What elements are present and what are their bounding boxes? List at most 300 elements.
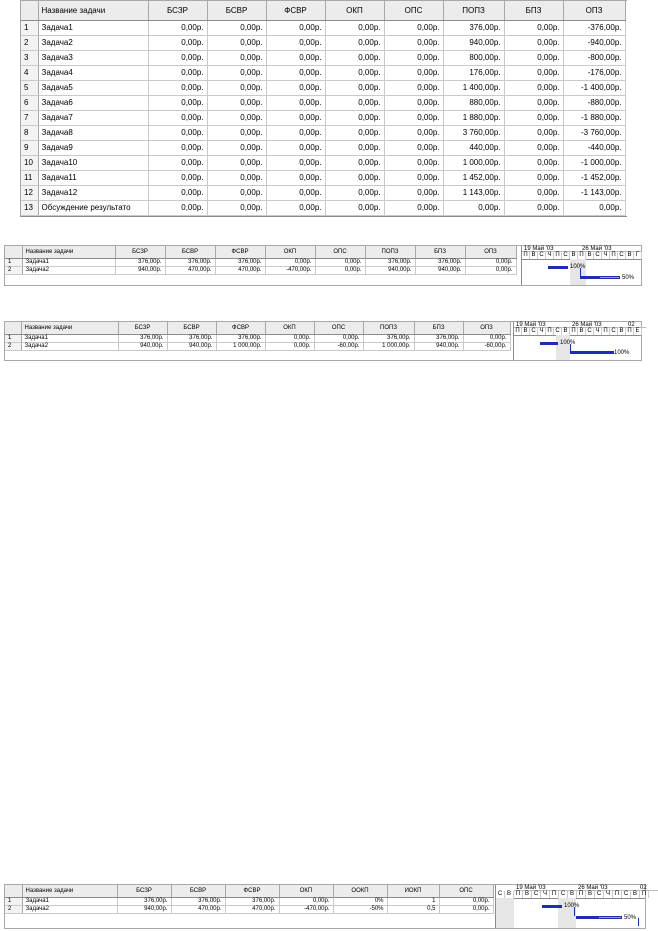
value-cell[interactable]: 0,00р. (266, 35, 325, 50)
value-cell[interactable]: -1 452,00р. (563, 170, 625, 185)
value-cell[interactable]: 0,00р. (265, 342, 314, 350)
value-cell[interactable]: 376,00р. (415, 258, 465, 266)
column-header-ookp[interactable]: ООКП (333, 885, 387, 897)
value-cell[interactable]: -470,00р. (279, 905, 333, 913)
column-header-opz[interactable]: ОПЗ (563, 1, 625, 20)
table-row[interactable] (21, 80, 625, 95)
value-cell[interactable]: 0,00р. (384, 170, 443, 185)
timescale-day: В (631, 891, 640, 898)
value-cell[interactable]: 0,00р. (463, 334, 510, 342)
column-header-bszr[interactable]: БСЗР (148, 1, 207, 20)
table-row[interactable] (21, 65, 625, 80)
value-cell[interactable]: 0,00р. (325, 170, 384, 185)
timescale-day: Г (634, 252, 642, 259)
task-name-cell[interactable]: Задача2 (22, 905, 117, 913)
value-cell[interactable]: 376,00р. (215, 258, 265, 266)
timescale-day: Ч (602, 252, 610, 259)
task-name-cell[interactable]: Задача11 (38, 170, 148, 185)
value-cell[interactable]: 470,00р. (215, 266, 265, 274)
value-cell[interactable]: 0,00р. (384, 20, 443, 35)
task-progress-label-1: 100% (564, 903, 580, 909)
value-cell[interactable]: 0,00р. (266, 95, 325, 110)
task-name-cell[interactable]: Задача2 (38, 35, 148, 50)
value-cell[interactable]: 0,00р. (384, 35, 443, 50)
column-header-popz[interactable]: ПОПЗ (365, 246, 415, 258)
column-header-okp[interactable]: ОКП (265, 246, 315, 258)
row-id-cell[interactable]: 4 (21, 65, 38, 80)
value-cell[interactable]: 800,00р. (443, 50, 504, 65)
row-id-cell[interactable]: 2 (21, 35, 38, 50)
value-cell[interactable]: 0,00р. (207, 185, 266, 200)
value-cell[interactable]: 1 880,00р. (443, 110, 504, 125)
column-header-bsvr[interactable]: БСВР (207, 1, 266, 20)
value-cell[interactable]: 1 000,00р. (216, 342, 265, 350)
task-name-cell[interactable]: Задача10 (38, 155, 148, 170)
value-cell[interactable]: 376,00р. (225, 897, 279, 905)
value-cell[interactable]: 1 143,00р. (443, 185, 504, 200)
value-cell[interactable]: 0,00р. (504, 140, 563, 155)
value-cell[interactable]: 0,00р. (384, 185, 443, 200)
value-cell[interactable]: 0,00р. (504, 110, 563, 125)
value-cell[interactable]: 1 (387, 897, 439, 905)
column-header-id[interactable] (5, 885, 22, 897)
value-cell[interactable]: 940,00р. (167, 342, 216, 350)
value-cell[interactable]: 376,00р. (165, 258, 215, 266)
value-cell[interactable]: 0,00р. (314, 334, 363, 342)
table-row[interactable] (5, 905, 493, 913)
task-name-cell[interactable]: Задача2 (21, 342, 118, 350)
table-row[interactable] (21, 50, 625, 65)
row-id-cell[interactable]: 1 (5, 334, 21, 342)
row-id-cell[interactable]: 1 (5, 897, 22, 905)
table-row[interactable] (21, 20, 625, 35)
value-cell[interactable]: 0,00р. (265, 258, 315, 266)
timescale-day: Е (634, 328, 642, 335)
timescale-week-2: 26 Май '03 (580, 246, 642, 252)
value-cell[interactable]: 0,00р. (504, 50, 563, 65)
value-cell[interactable]: 3 760,00р. (443, 125, 504, 140)
row-id-cell[interactable]: 2 (5, 266, 22, 274)
column-header-task-name[interactable]: Название задачи (22, 885, 117, 897)
value-cell[interactable]: 376,00р. (216, 334, 265, 342)
value-cell[interactable]: 470,00р. (165, 266, 215, 274)
value-cell[interactable]: 0,00р. (207, 20, 266, 35)
timescale-day: С (618, 252, 626, 259)
value-cell[interactable]: 0,00р. (148, 125, 207, 140)
value-cell[interactable]: 0,00р. (325, 110, 384, 125)
column-header-popz[interactable]: ПОПЗ (443, 1, 504, 20)
value-cell[interactable]: 0,00р. (439, 905, 493, 913)
task-name-cell[interactable]: Задача1 (22, 897, 117, 905)
timescale-day: П (550, 891, 559, 898)
value-cell[interactable]: 1 400,00р. (443, 80, 504, 95)
column-header-ops[interactable]: ОПС (439, 885, 493, 897)
value-cell[interactable]: 0,00р. (504, 35, 563, 50)
value-cell[interactable]: 0,00р. (148, 80, 207, 95)
value-cell[interactable]: 940,00р. (115, 266, 165, 274)
task-name-cell[interactable]: Задача2 (22, 266, 115, 274)
timescale-day: С (496, 891, 505, 898)
value-cell[interactable]: -440,00р. (563, 140, 625, 155)
column-header-fsvr[interactable]: ФСВР (216, 322, 265, 334)
gantt-chart[interactable] (513, 322, 641, 360)
timescale-day: С (554, 328, 562, 335)
value-cell[interactable]: -176,00р. (563, 65, 625, 80)
value-cell[interactable]: 0,00р. (207, 95, 266, 110)
value-cell[interactable]: 0,00р. (148, 110, 207, 125)
column-header-okp[interactable]: ОКП (265, 322, 314, 334)
value-cell[interactable]: 0,00р. (207, 125, 266, 140)
timescale-day: В (570, 252, 578, 259)
row-id-cell[interactable]: 3 (21, 50, 38, 65)
value-cell[interactable]: 0,00р. (266, 170, 325, 185)
column-header-ops[interactable]: ОПС (384, 1, 443, 20)
column-header-bszr[interactable]: БСЗР (117, 885, 171, 897)
column-header-okp[interactable]: ОКП (279, 885, 333, 897)
gantt-chart[interactable] (495, 885, 645, 928)
value-cell[interactable]: 0,00р. (504, 170, 563, 185)
value-cell[interactable]: 376,00р. (115, 258, 165, 266)
task-name-cell[interactable]: Задача3 (38, 50, 148, 65)
column-header-ops[interactable]: ОПС (314, 322, 363, 334)
value-cell[interactable]: 0,00р. (266, 185, 325, 200)
row-id-cell[interactable]: 13 (21, 200, 38, 215)
value-cell[interactable]: 0,00р. (266, 65, 325, 80)
timescale-week-2: 26 Май '03 (576, 885, 638, 891)
column-header-iokp[interactable]: ИОКП (387, 885, 439, 897)
column-header-bpz[interactable]: БПЗ (504, 1, 563, 20)
value-cell[interactable]: 0,00р. (504, 80, 563, 95)
value-cell[interactable]: 0,00р. (504, 155, 563, 170)
value-cell[interactable]: 1 000,00р. (443, 155, 504, 170)
value-cell[interactable]: 376,00р. (443, 20, 504, 35)
table-row[interactable] (21, 125, 625, 140)
header-row (5, 246, 516, 258)
value-cell[interactable]: 0,00р. (384, 95, 443, 110)
value-cell[interactable]: 0,00р. (325, 50, 384, 65)
timescale-day: П (626, 328, 634, 335)
value-cell[interactable]: 0,00р. (504, 200, 563, 215)
timescale-day: П (522, 252, 530, 259)
table-row[interactable] (5, 342, 510, 350)
value-cell[interactable]: 1 000,00р. (363, 342, 414, 350)
value-cell[interactable]: 0,00р. (325, 35, 384, 50)
timescale-week-1: 19 Май '03 (514, 322, 570, 328)
row-id-cell[interactable]: 10 (21, 155, 38, 170)
column-header-opz[interactable]: ОПЗ (463, 322, 510, 334)
gantt-chart[interactable] (521, 246, 641, 285)
row-id-cell[interactable]: 12 (21, 185, 38, 200)
row-id-cell[interactable]: 6 (21, 95, 38, 110)
table-row[interactable] (21, 35, 625, 50)
value-cell[interactable]: 940,00р. (117, 905, 171, 913)
task-name-cell[interactable]: Задача1 (38, 20, 148, 35)
value-cell[interactable]: 0,00р. (465, 258, 516, 266)
value-cell[interactable]: 0,00р. (325, 20, 384, 35)
value-cell[interactable]: 940,00р. (443, 35, 504, 50)
row-id-cell[interactable]: 8 (21, 125, 38, 140)
value-cell[interactable]: 0,00р. (148, 185, 207, 200)
task-progress-label-1: 100% (560, 340, 576, 346)
column-header-id[interactable] (5, 322, 21, 334)
column-header-bsvr[interactable]: БСВР (171, 885, 225, 897)
value-cell[interactable]: 0,00р. (266, 155, 325, 170)
timescale-day: В (626, 252, 634, 259)
value-cell[interactable]: 376,00р. (414, 334, 463, 342)
table-row[interactable] (21, 110, 625, 125)
task-name-cell[interactable]: Задача1 (21, 334, 118, 342)
value-cell[interactable]: 0,00р. (384, 155, 443, 170)
timescale-day: П (570, 328, 578, 335)
value-cell[interactable]: 376,00р. (171, 897, 225, 905)
timescale-day: В (562, 328, 570, 335)
value-cell[interactable]: 470,00р. (171, 905, 225, 913)
timescale-day: С (538, 252, 546, 259)
table-row[interactable] (21, 140, 625, 155)
row-id-cell[interactable]: 5 (21, 80, 38, 95)
value-cell[interactable]: 940,00р. (414, 342, 463, 350)
value-cell[interactable]: -50% (333, 905, 387, 913)
value-cell[interactable]: -880,00р. (563, 95, 625, 110)
value-cell[interactable]: 440,00р. (443, 140, 504, 155)
timescale-day: В (522, 328, 530, 335)
task-name-cell[interactable]: Задача9 (38, 140, 148, 155)
value-cell[interactable]: 0,00р. (504, 125, 563, 140)
value-cell[interactable]: 0,00р. (148, 95, 207, 110)
task-name-cell[interactable]: Задача12 (38, 185, 148, 200)
value-cell[interactable]: 376,00р. (365, 258, 415, 266)
column-header-bpz[interactable]: БПЗ (415, 246, 465, 258)
value-cell[interactable]: 470,00р. (225, 905, 279, 913)
value-cell[interactable]: 0,00р. (148, 140, 207, 155)
value-cell[interactable]: 880,00р. (443, 95, 504, 110)
column-header-bsvr[interactable]: БСВР (167, 322, 216, 334)
task-progress-label-1: 100% (570, 264, 586, 270)
timescale-day: В (618, 328, 626, 335)
value-cell[interactable]: -60,00р. (314, 342, 363, 350)
value-cell[interactable]: -3 760,00р. (563, 125, 625, 140)
table-row[interactable] (5, 266, 516, 274)
task-name-cell[interactable]: Задача1 (22, 258, 115, 266)
value-cell[interactable]: -470,00р. (265, 266, 315, 274)
timescale-day: Ч (538, 328, 546, 335)
column-header-id[interactable] (21, 1, 38, 20)
column-header-bpz[interactable]: БПЗ (414, 322, 463, 334)
column-header-fsvr[interactable]: ФСВР (215, 246, 265, 258)
header-row (5, 322, 510, 334)
table-row[interactable] (21, 170, 625, 185)
value-cell[interactable]: 0,00р. (325, 140, 384, 155)
value-cell[interactable]: 0,00р. (384, 140, 443, 155)
value-cell[interactable]: -1 400,00р. (563, 80, 625, 95)
value-cell[interactable]: 0,00р. (207, 200, 266, 215)
column-header-bszr[interactable]: БСЗР (118, 322, 167, 334)
value-cell[interactable]: 0,00р. (504, 95, 563, 110)
value-cell[interactable]: 376,00р. (117, 897, 171, 905)
value-cell[interactable]: -940,00р. (563, 35, 625, 50)
table-body (5, 258, 516, 274)
value-cell[interactable]: 0,00р. (384, 80, 443, 95)
value-cell[interactable]: 0,00р. (207, 50, 266, 65)
value-cell[interactable]: 0,00р. (439, 897, 493, 905)
column-header-bsvr[interactable]: БСВР (165, 246, 215, 258)
value-cell[interactable]: 0,5 (387, 905, 439, 913)
column-header-opz[interactable]: ОПЗ (465, 246, 516, 258)
task-progress-label-2: 50% (624, 915, 637, 921)
task-cost-table-1 (20, 0, 627, 217)
value-cell[interactable]: 0,00р. (207, 80, 266, 95)
column-header-task-name[interactable]: Название задачи (22, 246, 115, 258)
row-id-cell[interactable]: 1 (5, 258, 22, 266)
value-cell[interactable]: 0,00р. (207, 170, 266, 185)
value-cell[interactable]: 0,00р. (266, 125, 325, 140)
table-row[interactable] (21, 95, 625, 110)
value-cell[interactable]: 0,00р. (148, 50, 207, 65)
value-cell[interactable]: 0,00р. (207, 110, 266, 125)
value-cell[interactable]: 0,00р. (325, 65, 384, 80)
value-cell[interactable]: 0,00р. (325, 200, 384, 215)
weekend-shading (570, 259, 586, 285)
value-cell[interactable]: -800,00р. (563, 50, 625, 65)
value-cell[interactable]: 0,00р. (325, 95, 384, 110)
task-bar-1[interactable] (542, 905, 562, 908)
value-cell[interactable]: -1 880,00р. (563, 110, 625, 125)
value-cell[interactable]: 376,00р. (167, 334, 216, 342)
value-cell[interactable]: 0,00р. (266, 140, 325, 155)
timescale-week-3: 02 (626, 322, 646, 328)
table-row[interactable] (5, 334, 510, 342)
value-cell[interactable]: -1 000,00р. (563, 155, 625, 170)
value-cell[interactable]: 0,00р. (207, 35, 266, 50)
value-cell[interactable]: 0,00р. (279, 897, 333, 905)
value-cell[interactable]: 376,00р. (363, 334, 414, 342)
timescale-days (514, 328, 641, 336)
table-row[interactable] (21, 155, 625, 170)
timescale-day: П (514, 891, 523, 898)
value-cell[interactable]: 0,00р. (265, 334, 314, 342)
table-row[interactable] (21, 185, 625, 200)
task-name-cell[interactable]: Задача8 (38, 125, 148, 140)
value-cell[interactable]: 0,00р. (384, 110, 443, 125)
value-cell[interactable]: 0,00р. (207, 140, 266, 155)
row-id-cell[interactable]: 1 (21, 20, 38, 35)
timescale-day: В (578, 328, 586, 335)
value-cell[interactable]: 940,00р. (118, 342, 167, 350)
column-header-task-name[interactable]: Название задачи (38, 1, 148, 20)
value-cell[interactable]: 0,00р. (148, 170, 207, 185)
value-cell[interactable]: 176,00р. (443, 65, 504, 80)
value-cell[interactable]: 0,00р. (266, 50, 325, 65)
row-id-cell[interactable]: 2 (5, 342, 21, 350)
task-name-cell[interactable]: Задача5 (38, 80, 148, 95)
value-cell[interactable]: 0,00р. (266, 80, 325, 95)
value-cell[interactable]: 0,00р. (148, 65, 207, 80)
task-bar-2-progress (580, 276, 600, 279)
task-bar-1[interactable] (540, 342, 558, 345)
column-header-okp[interactable]: ОКП (325, 1, 384, 20)
value-cell[interactable]: 940,00р. (365, 266, 415, 274)
task-name-cell[interactable]: Задача6 (38, 95, 148, 110)
value-cell[interactable]: 0,00р. (384, 200, 443, 215)
timescale-day: С (595, 891, 604, 898)
value-cell[interactable]: 0,00р. (325, 155, 384, 170)
value-cell[interactable]: 0,00р. (148, 20, 207, 35)
timescale-day: П (546, 328, 554, 335)
value-cell[interactable]: 0,00р. (443, 200, 504, 215)
value-cell[interactable]: 0,00р. (384, 50, 443, 65)
task-name-cell[interactable]: Задача7 (38, 110, 148, 125)
timescale-day: Ч (546, 252, 554, 259)
value-cell[interactable]: 0,00р. (384, 65, 443, 80)
task-bar-1[interactable] (548, 266, 568, 269)
value-cell[interactable]: 940,00р. (415, 266, 465, 274)
table-row[interactable] (5, 258, 516, 266)
value-cell[interactable]: 376,00р. (118, 334, 167, 342)
value-cell[interactable]: 0,00р. (563, 200, 625, 215)
table-row[interactable] (21, 200, 625, 215)
value-cell[interactable]: -376,00р. (563, 20, 625, 35)
value-cell[interactable]: 0,00р. (148, 155, 207, 170)
value-cell[interactable]: -60,00р. (463, 342, 510, 350)
task-bar-2[interactable] (570, 351, 614, 354)
column-header-ops[interactable]: ОПС (315, 246, 365, 258)
row-id-cell[interactable]: 11 (21, 170, 38, 185)
timescale-day: Ч (604, 891, 613, 898)
value-cell[interactable]: 0,00р. (266, 200, 325, 215)
column-header-popz[interactable]: ПОПЗ (363, 322, 414, 334)
column-header-fsvr[interactable]: ФСВР (225, 885, 279, 897)
value-cell[interactable]: 1 452,00р. (443, 170, 504, 185)
column-header-bszr[interactable]: БСЗР (115, 246, 165, 258)
value-cell[interactable]: 0,00р. (325, 80, 384, 95)
timescale-day: П (640, 891, 649, 898)
column-header-task-name[interactable]: Название задачи (21, 322, 118, 334)
value-cell[interactable]: 0,00р. (148, 35, 207, 50)
value-cell[interactable]: 0,00р. (315, 266, 365, 274)
value-cell[interactable]: 0,00р. (266, 110, 325, 125)
row-id-cell[interactable]: 2 (5, 905, 22, 913)
value-cell[interactable]: 0% (333, 897, 387, 905)
value-cell[interactable]: 0,00р. (504, 65, 563, 80)
value-cell[interactable]: 0,00р. (315, 258, 365, 266)
value-cell[interactable]: 0,00р. (207, 155, 266, 170)
task-progress-label-2: 50% (622, 275, 635, 281)
row-id-cell[interactable]: 9 (21, 140, 38, 155)
value-cell[interactable]: -1 143,00р. (563, 185, 625, 200)
value-cell[interactable]: 0,00р. (325, 125, 384, 140)
value-cell[interactable]: 0,00р. (207, 65, 266, 80)
task-name-cell[interactable]: Задача4 (38, 65, 148, 80)
timescale-day: Ч (541, 891, 550, 898)
value-cell[interactable]: 0,00р. (504, 185, 563, 200)
task-name-cell[interactable]: Обсуждение результато (38, 200, 148, 215)
row-id-cell[interactable]: 7 (21, 110, 38, 125)
value-cell[interactable]: 0,00р. (384, 125, 443, 140)
timescale-day: С (532, 891, 541, 898)
column-header-id[interactable] (5, 246, 22, 258)
value-cell[interactable]: 0,00р. (465, 266, 516, 274)
column-header-fsvr[interactable]: ФСВР (266, 1, 325, 20)
table-row[interactable] (5, 897, 493, 905)
value-cell[interactable]: 0,00р. (266, 20, 325, 35)
value-cell[interactable]: 0,00р. (325, 185, 384, 200)
timescale-day: П (610, 252, 618, 259)
timescale-week-1: 19 Май '03 (522, 246, 580, 252)
timescale-day: С (562, 252, 570, 259)
value-cell[interactable]: 0,00р. (504, 20, 563, 35)
value-cell[interactable]: 0,00р. (148, 200, 207, 215)
timescale-day: В (523, 891, 532, 898)
